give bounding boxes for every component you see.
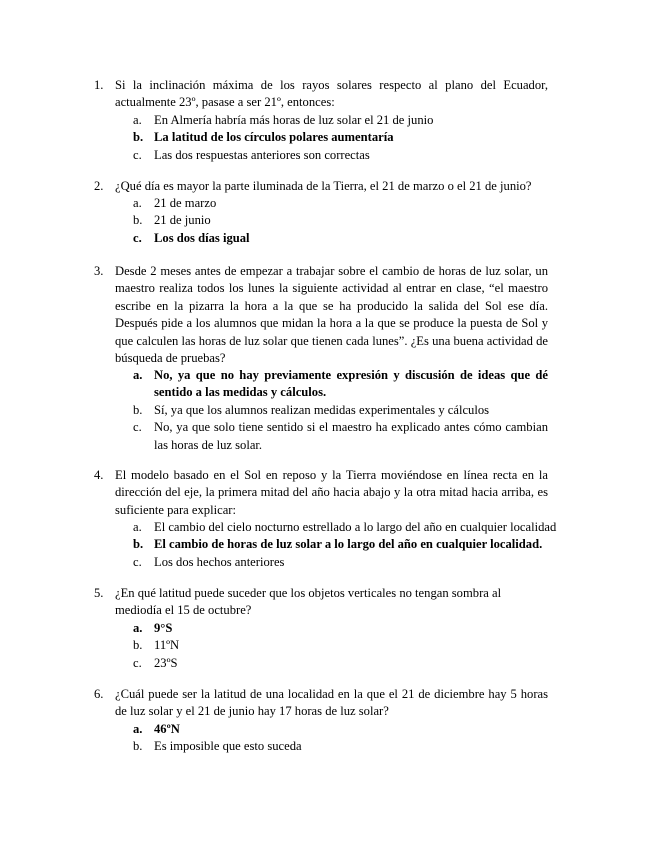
question-number: 4.	[94, 468, 104, 482]
option-text: No, ya que solo tiene sentido si el maestro ha explicado antes cómo cambian las horas de luz solar.	[154, 420, 548, 452]
option-letter: b.	[133, 213, 143, 228]
option-c	[0, 554, 655, 571]
option-text: 21 de marzo	[154, 196, 217, 210]
option-text: Es imposible que esto suceda	[154, 739, 302, 754]
option-letter: c.	[133, 554, 142, 569]
option-letter: a.	[133, 722, 143, 736]
answer-options	[0, 620, 655, 672]
option-a	[0, 367, 655, 402]
question-number: 5.	[94, 586, 104, 600]
option-text: 11ºN	[154, 638, 180, 653]
option-text: Sí, ya que los alumnos realizan medidas experimentales y cálculos	[154, 402, 490, 417]
option-text: 21 de junio	[154, 213, 211, 228]
option-text: Las dos respuestas anteriores son correctas	[154, 147, 370, 162]
question-number: 2.	[94, 179, 104, 193]
option-letter: a.	[133, 520, 142, 534]
option-text: 9°S	[154, 621, 173, 635]
question-number: 3.	[94, 264, 104, 278]
option-letter: a.	[133, 621, 143, 635]
option-letter: b.	[133, 402, 143, 417]
answer-options	[0, 195, 655, 247]
option-text: El cambio del cielo nocturno estrellado a lo largo del año en cualquier localidad	[154, 520, 557, 534]
option-letter: b.	[133, 130, 144, 145]
option-b	[0, 212, 655, 229]
option-c	[0, 147, 655, 164]
option-text: La latitud de los círculos polares aumentaría	[154, 130, 394, 145]
option-text: Los dos hechos anteriores	[154, 554, 285, 569]
option-text: No, ya que no hay previamente expresión y discusión de ideas que dé sentido a las medidas y cálculos.	[154, 368, 548, 400]
option-a	[0, 519, 655, 536]
option-b	[0, 402, 655, 419]
question-text: Si la inclinación máxima de los rayos solares respecto al plano del Ecuador, actualmente 23º, pasase a ser 21º, entonces:	[115, 78, 548, 110]
option-text: Los dos días igual	[154, 230, 250, 245]
option-c	[0, 655, 655, 672]
question-text: El modelo basado en el Sol en reposo y la Tierra moviéndose en línea recta en la dirección del eje, la primera mitad del año hacia abajo y la otra mitad hacia arriba, es suficiente para explicar:	[115, 468, 548, 517]
option-a	[0, 195, 655, 212]
option-text: En Almería habría más horas de luz solar el 21 de junio	[154, 113, 434, 127]
option-b	[0, 738, 655, 755]
option-letter: c.	[133, 420, 142, 435]
option-a	[0, 112, 655, 129]
option-letter: c.	[133, 655, 142, 670]
option-a	[0, 721, 655, 738]
option-b	[0, 129, 655, 146]
option-letter: c.	[133, 147, 142, 162]
option-letter: a.	[133, 113, 142, 127]
answer-options	[0, 721, 655, 756]
question-number: 6.	[94, 687, 104, 701]
question-number: 1.	[94, 78, 104, 92]
option-letter: a.	[133, 196, 142, 210]
question-text: ¿Qué día es mayor la parte iluminada de la Tierra, el 21 de marzo o el 21 de junio?	[115, 179, 532, 193]
answer-options	[0, 519, 655, 571]
option-letter: b.	[133, 739, 143, 754]
option-letter: b.	[133, 638, 143, 653]
option-c	[0, 419, 655, 454]
option-text: El cambio de horas de luz solar a lo largo del año en cualquier localidad.	[154, 537, 543, 552]
question-text: ¿Cuál puede ser la latitud de una localidad en la que el 21 de diciembre hay 5 horas de luz solar y el 21 de junio hay 17 horas de luz solar?	[115, 687, 548, 719]
question-text: ¿En qué latitud puede suceder que los objetos verticales no tengan sombra al mediodía el 15 de octubre?	[115, 586, 502, 618]
option-text: 46ºN	[154, 722, 180, 736]
option-letter: b.	[133, 537, 144, 552]
option-b	[0, 637, 655, 654]
option-text: 23ºS	[154, 655, 178, 670]
option-c	[0, 230, 655, 247]
option-letter: c.	[133, 230, 142, 245]
answer-options	[0, 112, 655, 164]
option-a	[0, 620, 655, 637]
option-b	[0, 536, 655, 553]
question-text: Desde 2 meses antes de empezar a trabajar sobre el cambio de horas de luz solar, un maestro realiza todos los lunes la siguiente actividad al entrar en clase, “el maestro escribe en la pizarra la hora a la que se ha producido la salida del Sol ese día. Después pide a los alumnos que midan la hora a la que se produce la puesta de Sol y que calculen las horas de luz solar que tienen cada lunes”. ¿Es una buena actividad de búsqueda de pruebas?	[115, 264, 548, 366]
option-letter: a.	[133, 368, 143, 382]
answer-options	[0, 367, 655, 454]
